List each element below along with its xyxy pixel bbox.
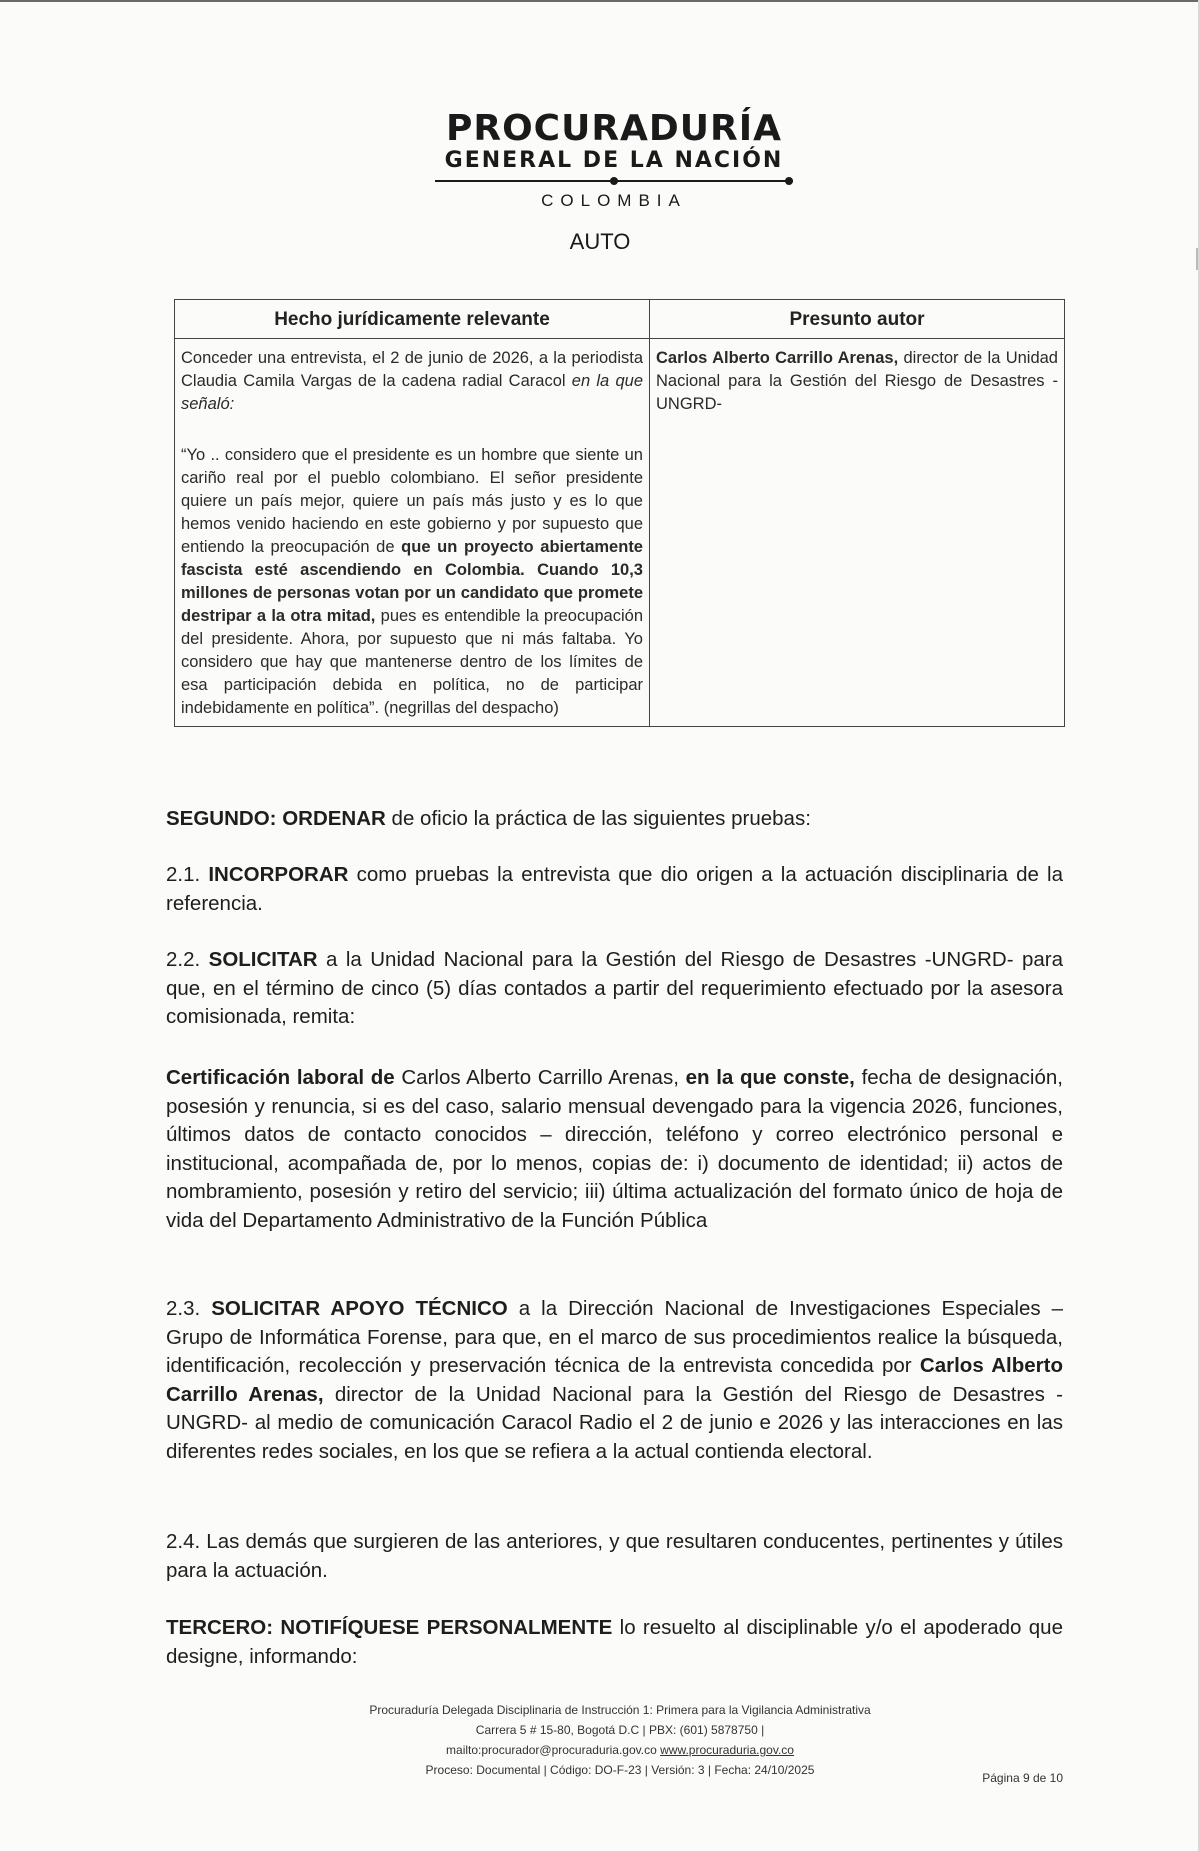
doc-type-title: AUTO	[569, 229, 631, 254]
fact-cell	[175, 339, 650, 727]
logo-dot-icon	[610, 177, 618, 185]
footer-web-link[interactable]: www.procuraduria.gov.co	[660, 1743, 794, 1757]
table-header-row	[175, 300, 1065, 339]
section-tercero: TERCERO: NOTIFÍQUESE PERSONALMENTE lo resuelto al disciplinable y/o el apoderado que designe, informando:	[166, 1616, 1063, 1668]
logo-main-text: PROCURADURÍA	[445, 108, 783, 149]
footer-process: Proceso: Documental | Código: DO-F-23 | Versión: 3 | Fecha: 24/10/2025	[425, 1763, 815, 1777]
section-certificacion: Certificación laboral de Carlos Alberto Carrillo Arenas, en la que conste, fecha de designación, posesión y renuncia, si es del caso, salario mensual devengado para la vigencia 2026, funciones, últimos datos de contacto conocidos – dirección, teléfono y correo electrónico personal e institucional, acompañada de, por lo menos, copias de: i) documento de identidad; ii) actos de nombramiento, posesión y retiro del servicio; iii) última actualización del formato único de hoja de vida del Departamento Administrativo de la Función Pública	[166, 1066, 1063, 1232]
page-footer	[230, 1700, 1010, 1780]
table-header-author: Presunto autor	[650, 300, 1065, 339]
author-text: Carlos Alberto Carrillo Arenas, director de la Unidad Nacional para la Gestión del Riesgo de Desastres -UNGRD-	[656, 349, 1058, 413]
author-cell	[650, 339, 1065, 727]
logo-rule	[435, 176, 793, 186]
table-header-fact: Hecho jurídicamente relevante	[175, 300, 650, 339]
top-border	[0, 0, 1200, 2]
facts-table	[174, 299, 1065, 727]
fact-intro: Conceder una entrevista, el 2 de junio de 2026, a la periodista Claudia Camila Vargas de la cadena radial Caracol en la que señaló:	[181, 349, 643, 413]
footer-contact: mailto:procurador@procuraduria.gov.co www.procuraduria.gov.co	[446, 1743, 794, 1757]
footer-office: Procuraduría Delegada Disciplinaria de Instrucción 1: Primera para la Vigilancia Administrativa	[369, 1703, 871, 1717]
logo-country-text: COLOMBIA	[541, 191, 687, 210]
logo-dot-icon	[785, 177, 793, 185]
section-2-4: 2.4. Las demás que surgieren de las anteriores, y que resultaren conducentes, pertinentes y útiles para la actuación.	[166, 1530, 1063, 1582]
section-2-1: 2.1. INCORPORAR como pruebas la entrevista que dio origen a la actuación disciplinaria de la referencia.	[166, 863, 1063, 915]
fact-quote: “Yo .. considero que el presidente es un hombre que siente un cariño real por el pueblo colombiano. El señor presidente quiere un país mejor, quiere un país más justo y es lo que hemos venido haciendo en este gobierno y por supuesto que entiendo la preocupación de que un proyecto abiertamente fascista esté ascendiendo en Colombia. Cuando 10,3 millones de personas votan por un candidato que promete destripar a la otra mitad, pues es entendible la preocupación del presidente. Ahora, por supuesto que ni más faltaba. Yo considero que hay que mantenerse dentro de los límites de esa participación debida en política, no de participar indebidamente en política”. (negrillas del despacho)	[181, 446, 643, 717]
section-segundo: SEGUNDO: ORDENAR de oficio la práctica de las siguientes pruebas:	[166, 807, 811, 830]
page-number: Página 9 de 10	[982, 1771, 1063, 1785]
procuraduria-logo	[434, 110, 794, 212]
footer-address: Carrera 5 # 15-80, Bogotá D.C | PBX: (601) 5878750 |	[475, 1723, 765, 1737]
section-2-2: 2.2. SOLICITAR a la Unidad Nacional para la Gestión del Riesgo de Desastres -UNGRD- para que, en el término de cinco (5) días contados a partir del requerimiento efectuado por la asesora comisionada, remita:	[166, 948, 1063, 1028]
section-2-3: 2.3. SOLICITAR APOYO TÉCNICO a la Dirección Nacional de Investigaciones Especiales – Grupo de Informática Forense, para que, en el marco de sus procedimientos realice la búsqueda, identificación, recolección y preservación técnica de la entrevista concedida por Carlos Alberto Carrillo Arenas, director de la Unidad Nacional para la Gestión del Riesgo de Desastres -UNGRD- al medio de comunicación Caracol Radio el 2 de junio e 2026 y las interacciones en las diferentes redes sociales, en los que se refiera a la actual contienda electoral.	[166, 1297, 1063, 1463]
logo-sub-text: GENERAL DE LA NACIÓN	[444, 148, 784, 173]
table-row	[175, 339, 1065, 727]
